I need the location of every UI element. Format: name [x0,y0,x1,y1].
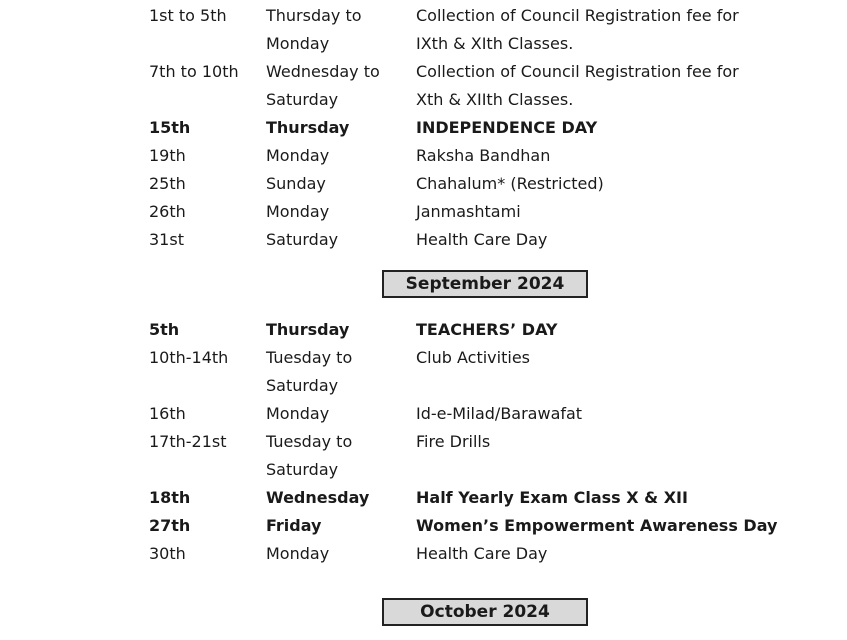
row-date: 16th [149,404,186,423]
row-day: Thursday [266,118,350,137]
row-date: 25th [149,174,186,193]
schedule-row [0,142,847,170]
row-date: 18th [149,488,191,507]
row-date: 5th [149,320,180,339]
september-schedule [0,316,847,568]
row-event-line-1: Collection of Council Registration fee for [416,6,739,25]
schedule-row [0,400,847,428]
row-date: 7th to 10th [149,62,239,81]
schedule-row [0,198,847,226]
schedule-row-highlight [0,484,847,512]
row-day: Monday [266,146,330,165]
row-day: Wednesday [266,488,370,507]
row-day: Monday [266,404,330,423]
august-schedule [0,2,847,254]
row-event [416,58,746,114]
row-event [416,2,746,58]
row-day: Friday [266,516,322,535]
row-day: Wednesday to Saturday [266,62,380,109]
row-day: Tuesday to Saturday [266,432,353,479]
row-event: Health Care Day [416,544,548,563]
row-day: Thursday to Monday [266,6,362,53]
row-date: 31st [149,230,184,249]
schedule-row-highlight [0,114,847,142]
schedule-row [0,170,847,198]
row-event-line-2: IXth & XIth Classes. [416,34,574,53]
row-day: Monday [266,202,330,221]
schedule-row-highlight [0,512,847,540]
schedule-row [0,428,847,484]
row-day: Monday [266,544,330,563]
schedule-row-highlight [0,316,847,344]
row-day: Saturday [266,230,339,249]
row-date: 10th-14th [149,348,229,367]
row-event: Women’s Empowerment Awareness Day [416,516,778,535]
row-date: 1st to 5th [149,6,227,25]
row-event: Club Activities [416,348,530,367]
row-event: Half Yearly Exam Class X & XII [416,488,688,507]
row-event: INDEPENDENCE DAY [416,118,598,137]
month-header-october: October 2024 [382,598,588,626]
schedule-row [0,58,847,114]
row-event: Fire Drills [416,432,491,451]
row-event: Health Care Day [416,230,548,249]
row-event: TEACHERS’ DAY [416,320,558,339]
schedule-row [0,540,847,568]
row-date: 30th [149,544,186,563]
month-header-september: September 2024 [382,270,588,298]
schedule-row [0,344,847,400]
schedule-row [0,226,847,254]
row-event: Chahalum* (Restricted) [416,174,604,193]
row-day: Tuesday to Saturday [266,348,353,395]
row-date: 17th-21st [149,432,227,451]
row-event: Janmashtami [416,202,521,221]
row-date: 26th [149,202,186,221]
row-date: 27th [149,516,191,535]
row-event: Id-e-Milad/Barawafat [416,404,583,423]
row-event: Raksha Bandhan [416,146,551,165]
row-date: 19th [149,146,186,165]
schedule-row [0,2,847,58]
row-day: Thursday [266,320,350,339]
row-event-line-1: Collection of Council Registration fee for [416,62,739,81]
row-day: Sunday [266,174,326,193]
row-date: 15th [149,118,191,137]
row-event-line-2: Xth & XIIth Classes. [416,90,574,109]
